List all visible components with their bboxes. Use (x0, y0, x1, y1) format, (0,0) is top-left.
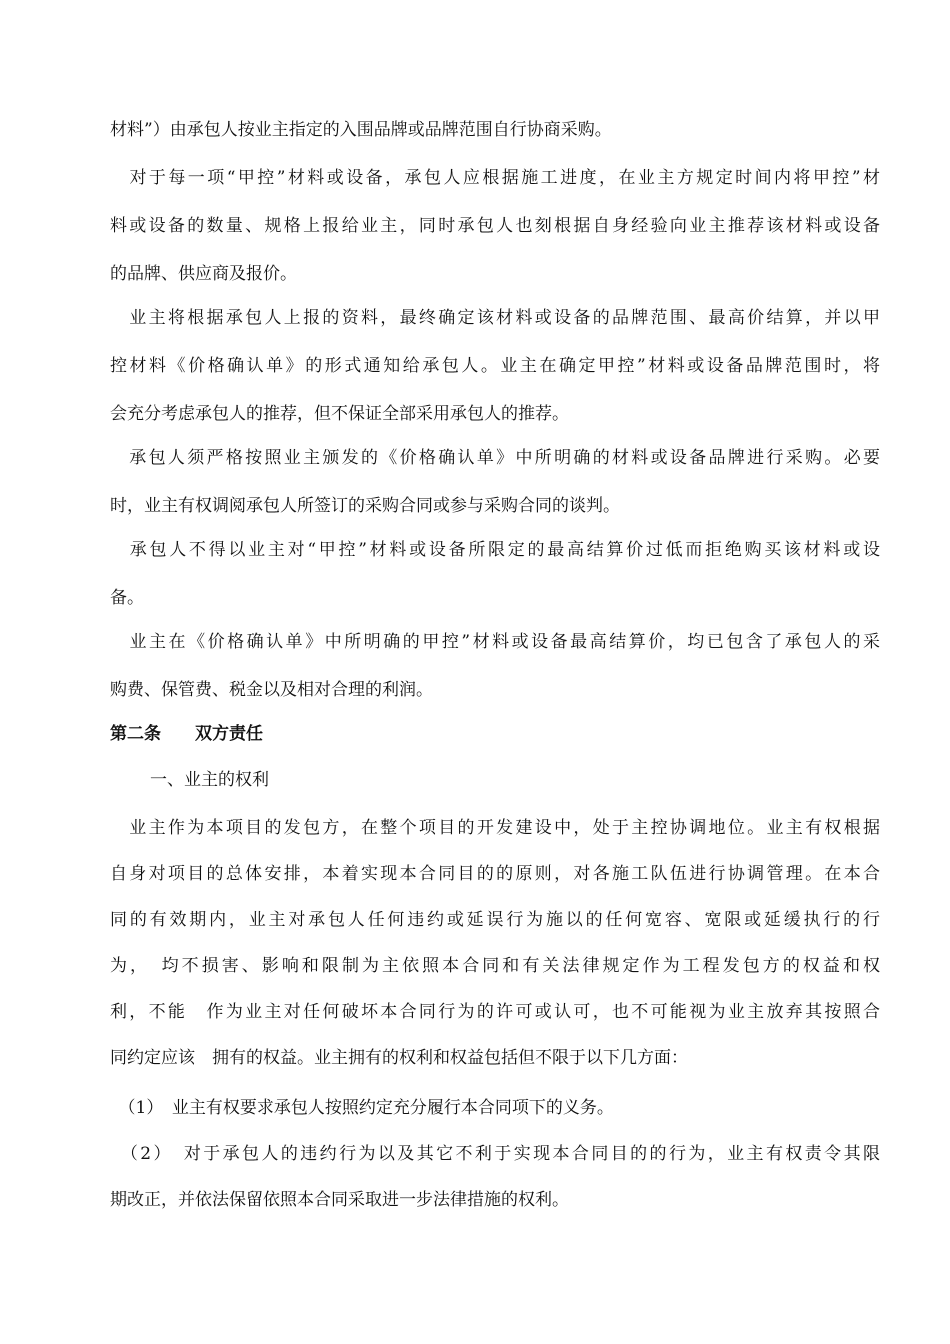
text-line: 材料”）由承包人按业主指定的入围品牌或品牌范围自行协商采购。 (110, 120, 612, 140)
text-line: 时，业主有权调阅承包人所签订的采购合同或参与采购合同的谈判。 (110, 496, 620, 516)
subsection-heading: 一、业主的权利 (150, 770, 269, 790)
text-line: 同约定应该 拥有的权益。业主拥有的权利和权益包括但不限于以下几方面： (110, 1048, 688, 1068)
text-line: 自身对项目的总体安排，本着实现本合同目的的原则，对各施工队伍进行协调管理。在本合 (110, 864, 880, 884)
paragraph-6 (110, 630, 880, 702)
text-line: 对于每一项“甲控”材料或设备，承包人应根据施工进度，在业主方规定时间内将甲控”材 (110, 168, 880, 188)
paragraph-2 (110, 166, 880, 286)
text-line: （2） 对于承包人的违约行为以及其它不利于实现本合同目的的行为，业主有权责令其限 (110, 1144, 880, 1164)
paragraph-5 (110, 538, 880, 610)
rights-item-1 (110, 1096, 880, 1120)
text-line: 购费、保管费、税金以及相对合理的利润。 (110, 680, 433, 700)
text-line: 承包人须严格按照业主颁发的《价格确认单》中所明确的材料或设备品牌进行采购。必要 (110, 448, 880, 468)
text-line: 承包人不得以业主对“甲控”材料或设备所限定的最高结算价过低而拒绝购买该材料或设 (110, 540, 880, 560)
text-line: 同的有效期内，业主对承包人任何违约或延误行为施以的任何宽容、宽限或延缓执行的行 (110, 910, 880, 930)
paragraph-1 (110, 118, 880, 142)
text-line: 业主作为本项目的发包方，在整个项目的开发建设中，处于主控协调地位。业主有权根据 (110, 818, 880, 838)
text-line: 利，不能 作为业主对任何破坏本合同行为的许可或认可，也不可能视为业主放弃其按照合 (110, 1002, 880, 1022)
text-line: 控材料《价格确认单》的形式通知给承包人。业主在确定甲控”材料或设备品牌范围时，将 (110, 356, 880, 376)
text-line: 业主在《价格确认单》中所明确的甲控”材料或设备最高结算价，均已包含了承包人的采 (110, 632, 880, 652)
text-line: 的品牌、供应商及报价。 (110, 264, 297, 284)
text-line: 业主将根据承包人上报的资料，最终确定该材料或设备的品牌范围、最高价结算，并以甲 (110, 308, 880, 328)
section-heading: 第二条 双方责任 (110, 724, 263, 744)
rights-paragraph (110, 816, 880, 1070)
text-line: 料或设备的数量、规格上报给业主，同时承包人也刻根据自身经验向业主推荐该材料或设备 (110, 216, 880, 236)
text-line: 为， 均不损害、影响和限制为主依照本合同和有关法律规定作为工程发包方的权益和权 (110, 956, 880, 976)
text-line: 期改正，并依法保留依照本合同采取进一步法律措施的权利。 (110, 1190, 569, 1210)
paragraph-3 (110, 306, 880, 426)
text-line: （1） 业主有权要求承包人按照约定充分履行本合同项下的义务。 (110, 1098, 614, 1118)
paragraph-4 (110, 446, 880, 518)
text-line: 会充分考虑承包人的推荐，但不保证全部采用承包人的推荐。 (110, 404, 569, 424)
text-line: 备。 (110, 588, 144, 608)
rights-item-2 (110, 1142, 880, 1212)
